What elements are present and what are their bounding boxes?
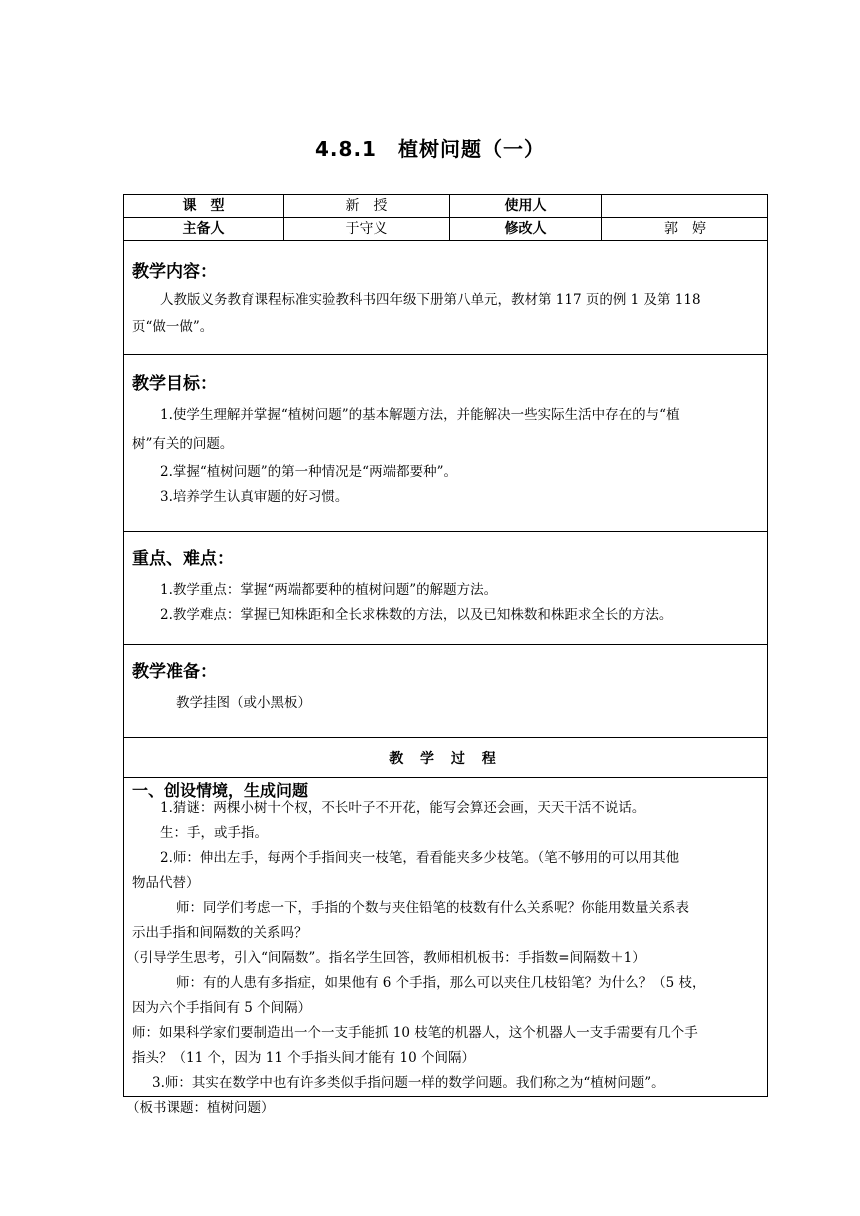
process-line-4: 物品代替） [132, 875, 200, 891]
header-row-2 [124, 218, 767, 241]
type-label: 课 型 [124, 195, 284, 217]
process-heading: 教 学 过 程 [389, 751, 502, 767]
section-content [124, 241, 767, 355]
keypoints-heading: 重点、难点： [132, 549, 234, 569]
process-section-1: 一、创设情境，生成问题 [132, 781, 309, 800]
goals-line-3: 2.掌握“植树问题”的第一种情况是“两端都要种”。 [160, 464, 457, 480]
keypoints-line-1: 1.教学重点：掌握“两端都要种的植树问题”的解题方法。 [160, 582, 498, 598]
process-line-13: （板书课题：植树问题） [126, 1100, 275, 1116]
keypoints-line-2: 2.教学难点：掌握已知株距和全长求株数的方法，以及已知株数和株距求全长的方法。 [160, 607, 673, 623]
process-line-6: 示出手指和间隔数的关系吗？ [132, 925, 308, 941]
user-value [602, 195, 768, 217]
goals-line-2: 树”有关的问题。 [132, 436, 234, 452]
process-line-5: 师：同学们考虑一下，手指的个数与夹住铅笔的枝数有什么关系呢？你能用数量关系表 [176, 900, 689, 916]
process-line-8: 师：有的人患有多指症，如果他有 6 个手指，那么可以夹住几枝铅笔？为什么？（5 枝， [176, 975, 706, 991]
process-line-7: （引导学生思考，引入“间隔数”。指名学生回答，教师相机板书：手指数=间隔数＋1） [126, 950, 646, 966]
reviser-value: 郭 婷 [664, 221, 706, 237]
type-value: 新 授 [284, 195, 450, 217]
goals-line-1: 1.使学生理解并掌握“植树问题”的基本解题方法，并能解决一些实际生活中存在的与“植 [160, 407, 680, 423]
lesson-plan-table [123, 194, 768, 1116]
goals-heading: 教学目标： [132, 374, 217, 394]
section-preparation [124, 645, 767, 738]
process-header-row [124, 738, 767, 778]
process-line-2: 生：手，或手指。 [160, 825, 268, 841]
reviser-label: 修改人 [450, 218, 602, 240]
content-line-1: 人教版义务教育课程标准实验教科书四年级下册第八单元，教材第 117 页的例 1 及第 118 [160, 292, 701, 308]
prep-heading: 教学准备： [132, 662, 217, 682]
process-line-10: 师：如果科学家们要制造出一个一支手能抓 10 枝笔的机器人，这个机器人一支手需要有几个手 [132, 1025, 698, 1041]
process-line-12: 3.师：其实在数学中也有许多类似手指问题一样的数学问题。我们称之为“植树问题”。 [152, 1075, 665, 1091]
section-keypoints [124, 532, 767, 645]
prep-line-1: 教学挂图（或小黑板） [176, 695, 311, 711]
page-title: 4.8.1 植树问题（一） [315, 137, 545, 161]
content-line-2: 页“做一做”。 [132, 319, 214, 335]
process-line-11: 指头？（11 个，因为 11 个手指头间才能有 10 个间隔） [132, 1050, 475, 1066]
process-line-9: 因为六个手指间有 5 个间隔） [132, 1000, 312, 1016]
content-heading: 教学内容： [132, 262, 217, 282]
header-row-1 [124, 195, 767, 218]
goals-line-4: 3.培养学生认真审题的好习惯。 [160, 489, 349, 505]
preparer-value: 于守义 [284, 218, 450, 240]
process-line-3: 2.师：伸出左手，每两个手指间夹一枝笔，看看能夹多少枝笔。（笔不够用的可以用其他 [160, 850, 680, 866]
preparer-label: 主备人 [124, 218, 284, 240]
user-label: 使用人 [450, 195, 602, 217]
section-goals [124, 355, 767, 532]
process-body [124, 778, 767, 1116]
process-line-1: 1.猜谜：两棵小树十个杈，不长叶子不开花，能写会算还会画，天天干活不说话。 [160, 800, 646, 816]
